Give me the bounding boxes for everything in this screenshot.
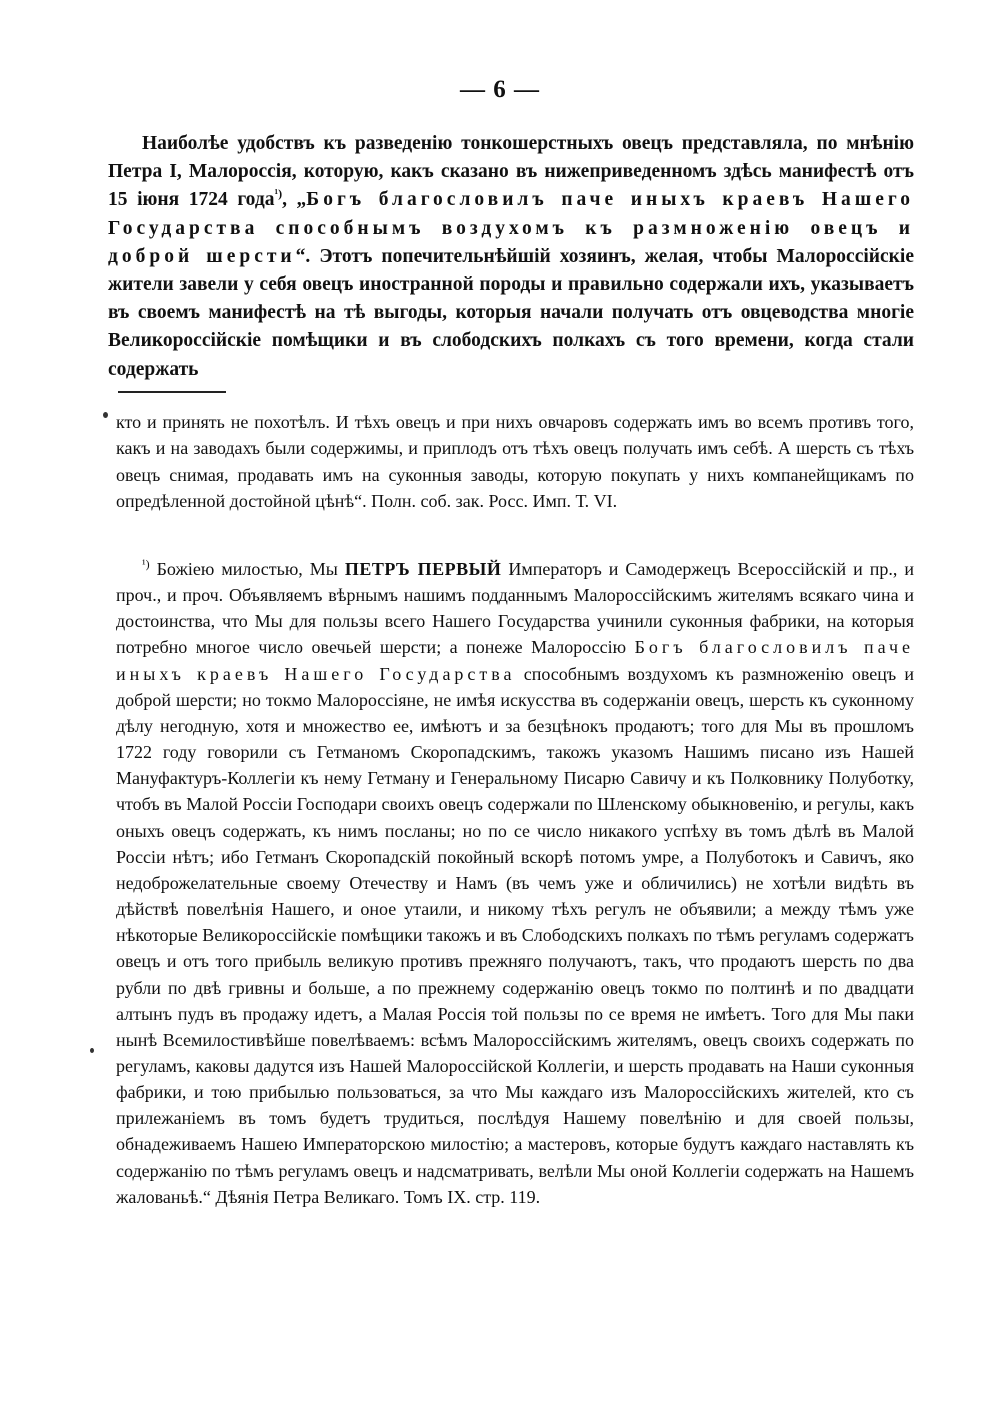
page-number: — 6 —: [460, 76, 540, 103]
footnote-1: [116, 556, 914, 1210]
manifesto-quote: Богъ благословилъ паче иныхъ краевъ Нашего Государства способнымъ воздухомъ къ размноженію овецъ и доброй шерсти: [108, 189, 915, 267]
footnote-marker: ¹): [142, 557, 150, 571]
footnote-reference: ¹): [274, 186, 283, 201]
footnote-spaced-phrase: Богъ благословилъ паче иныхъ краевъ Нашего Государства: [116, 637, 914, 684]
footnote-separator-rule: [118, 391, 226, 393]
main-paragraph: [108, 130, 914, 384]
ink-speck-left-upper: [103, 412, 108, 418]
main-text-part3: “. Этотъ попечительнѣйшій хозяинъ, желая, чтобы Малороссійскіе жители завели у себя овецъ иностранной породы и правильно содержали ихъ, указываетъ въ своемъ манифестѣ на тѣ выгоды, которыя начали получать отъ овцеводства многіе Великороссійскіе помѣщики и въ слободскихъ полкахъ съ того времени, когда стали содержать: [108, 245, 914, 380]
footnote-text-part3: способнымъ воздухомъ къ размноженію овецъ и доброй шерсти; но токмо Малороссіяне, не имѣя искусства въ содержаніи овецъ, шерсть къ суконному дѣлу негодную, хотя и множество ее, имѣютъ и за безцѣнокъ продаютъ; того для Мы въ прошломъ 1722 году говорили съ Гетманомъ Скоропадскимъ, такожъ указомъ Нашимъ писано изъ Нашей Мануфактуръ-Коллегіи къ нему Гетману и Генеральному Писарю Савичу и къ Полковнику Полуботку, чтобъ въ Малой Россіи Господари своихъ овецъ содержали по Шленскому обыкновенію, и регулы, какъ оныхъ овецъ содержать, къ нимъ посланы; но по се число никакого успѣху въ томъ дѣлѣ въ Малой Россіи нѣтъ; ибо Гетманъ Скоропадскій покойный вскорѣ потомъ умре, а Полуботокъ и Савичъ, яко недоброжелательные своему Отечеству и Намъ (въ чемъ уже и обличились) не хотѣли видѣть въ дѣйствѣ повелѣнія Нашего, и оное утаили, и никому тѣхъ регулъ не объявили; а между тѣмъ уже нѣкоторые Великороссійскіе помѣщики такожъ и въ Слободскихъ полкахъ по тѣмъ регуламъ содержатъ овецъ и отъ того прибыль великую противъ прежняго получаютъ, такъ, что продаютъ шерсть по два рубли по двѣ гривны и больше, а по прежнему содержанію овецъ токмо по полтинѣ и по двадцати алтынъ пудъ въ продажу идетъ, а Малая Россія той пользы по се время не имѣетъ. Того для Мы паки нынѣ Всемилостивѣйше повелѣваемъ: всѣмъ Малороссійскимъ жителямъ, овецъ своихъ содержать по регуламъ, каковы дадутся изъ Нашей Малороссійской Коллегіи, и шерсть продавать на Наши суконныя фабрики, и тою прибылью пользоваться, за что Мы каждаго изъ Малороссійскихъ жителей, кто съ прилежаніемъ въ томъ будетъ трудиться, послѣдуя Нашему повелѣнію и для своей пользы, обнадеживаемъ Нашею Императорскою милостію; а мастеровъ, которые будутъ каждаго наставлять къ содержанію по тѣмъ регуламъ овецъ и надсматривать, велѣли Мы оной Коллегіи содержать на Нашемъ жалованьѣ.“ Дѣянія Петра Великаго. Томъ IX. стр. 119.: [116, 663, 914, 1207]
main-text-part2: , „: [282, 189, 307, 211]
footnote-text-part2: Императоръ и Самодержецъ Всероссійскій и пр., и проч., и проч. Объявляемъ вѣрнымъ нашимъ подданнымъ Малороссійскимъ жителямъ всякаго чина и достоинства, что Мы для пользы всего Нашего Государства учинили суконныя фабрики, на которыя потребно многое число овечьей шерсти; а понеже Малороссію: [116, 559, 915, 658]
emperor-name: ПЕТРЪ ПЕРВЫЙ: [344, 559, 502, 579]
footnote-text-part1: Божіею милостью, Мы: [149, 559, 345, 579]
footnote-continuation: кто и принять не похотѣлъ. И тѣхъ овецъ и при нихъ овчаровъ содержать имъ во всемъ противъ того, какъ и на заводахъ были содержимы, и приплодъ отъ тѣхъ овецъ получать имъ себѣ. А шерсть съ тѣхъ овецъ снимая, продавать имъ на суконныя заводы, которую покупать у нихъ компанейщикамъ по опредѣленной достойной цѣнѣ“. Полн. соб. зак. Росс. Имп. Т. VI.: [116, 412, 914, 512]
ink-speck-left-lower: [90, 1048, 94, 1053]
main-text-part1: Наиболѣе удобствъ къ разведенію тонкошерстныхъ овецъ представляла, по мнѣнію Петра I, Малороссія, которую, какъ сказано въ нижеприведенномъ здѣсь манифестѣ отъ 15 іюня 1724 года: [108, 133, 914, 211]
